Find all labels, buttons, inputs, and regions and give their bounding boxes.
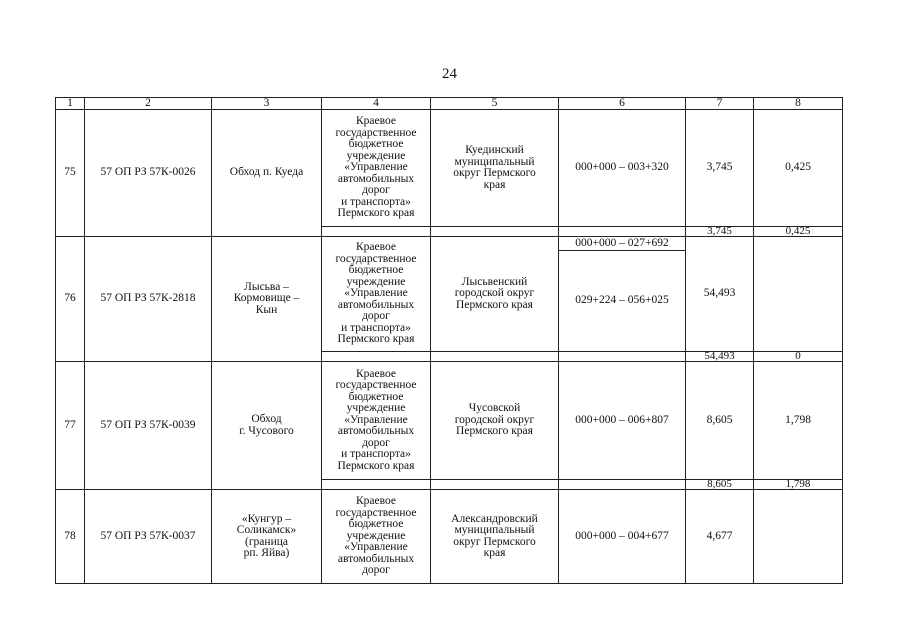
- road-code: 57 ОП РЗ 57К-0037: [85, 490, 212, 584]
- road-name: Лысьва – Кормовище – Кын: [212, 237, 322, 362]
- row-number: 77: [56, 362, 85, 490]
- road-register-table: [55, 97, 843, 584]
- col8-value: [754, 237, 843, 352]
- municipality: Лысьвенский городской округ Пермского края: [431, 237, 559, 352]
- road-length: 54,493: [686, 237, 754, 352]
- table-row: [56, 362, 843, 480]
- owner-organization: Краевое государственное бюджетное учреждение «Управление автомобильных дорог: [322, 490, 431, 584]
- col8-value: [754, 490, 843, 584]
- segment-range: 029+224 – 056+025: [559, 251, 686, 352]
- row-number: 75: [56, 110, 85, 237]
- table-row: [56, 490, 843, 584]
- road-length: 3,745: [686, 110, 754, 227]
- segment-range: 000+000 – 004+677: [559, 490, 686, 584]
- road-length: 8,605: [686, 362, 754, 480]
- column-number-2: 2: [85, 98, 212, 110]
- segment-range: 000+000 – 027+692: [559, 237, 686, 251]
- owner-organization: Краевое государственное бюджетное учреждение «Управление автомобильных дорог и транспорта» Пермского края: [322, 110, 431, 227]
- col8-value: 0,425: [754, 110, 843, 227]
- road-length: 4,677: [686, 490, 754, 584]
- column-number-3: 3: [212, 98, 322, 110]
- segment-range: 000+000 – 003+320: [559, 110, 686, 227]
- column-number-row: [56, 98, 843, 110]
- column-number-8: 8: [754, 98, 843, 110]
- column-number-6: 6: [559, 98, 686, 110]
- owner-organization: Краевое государственное бюджетное учреждение «Управление автомобильных дорог и транспорта» Пермского края: [322, 362, 431, 480]
- col8-value: 1,798: [754, 362, 843, 480]
- subtotal-col8: 1,798: [754, 480, 843, 490]
- municipality: Чусовской городской округ Пермского края: [431, 362, 559, 480]
- municipality: Куединский муниципальный округ Пермского края: [431, 110, 559, 227]
- row-number: 76: [56, 237, 85, 362]
- column-number-7: 7: [686, 98, 754, 110]
- row-number: 78: [56, 490, 85, 584]
- road-name: Обход п. Куеда: [212, 110, 322, 237]
- segment-range: 000+000 – 006+807: [559, 362, 686, 480]
- subtotal-length: 3,745: [686, 227, 754, 237]
- road-code: 57 ОП РЗ 57К-0039: [85, 362, 212, 490]
- column-number-1: 1: [56, 98, 85, 110]
- road-code: 57 ОП РЗ 57К-2818: [85, 237, 212, 362]
- subtotal-col8: 0,425: [754, 227, 843, 237]
- table-row: [56, 237, 843, 251]
- page-number: 24: [442, 66, 457, 82]
- road-code: 57 ОП РЗ 57К-0026: [85, 110, 212, 237]
- subtotal-length: 8,605: [686, 480, 754, 490]
- subtotal-length: 54,493: [686, 352, 754, 362]
- road-name: «Кунгур – Соликамск» (граница рп. Яйва): [212, 490, 322, 584]
- subtotal-col8: 0: [754, 352, 843, 362]
- table-row: [56, 110, 843, 227]
- road-name: Обход г. Чусового: [212, 362, 322, 490]
- owner-organization: Краевое государственное бюджетное учреждение «Управление автомобильных дорог и транспорта» Пермского края: [322, 237, 431, 352]
- column-number-4: 4: [322, 98, 431, 110]
- column-number-5: 5: [431, 98, 559, 110]
- municipality: Александровский муниципальный округ Пермского края: [431, 490, 559, 584]
